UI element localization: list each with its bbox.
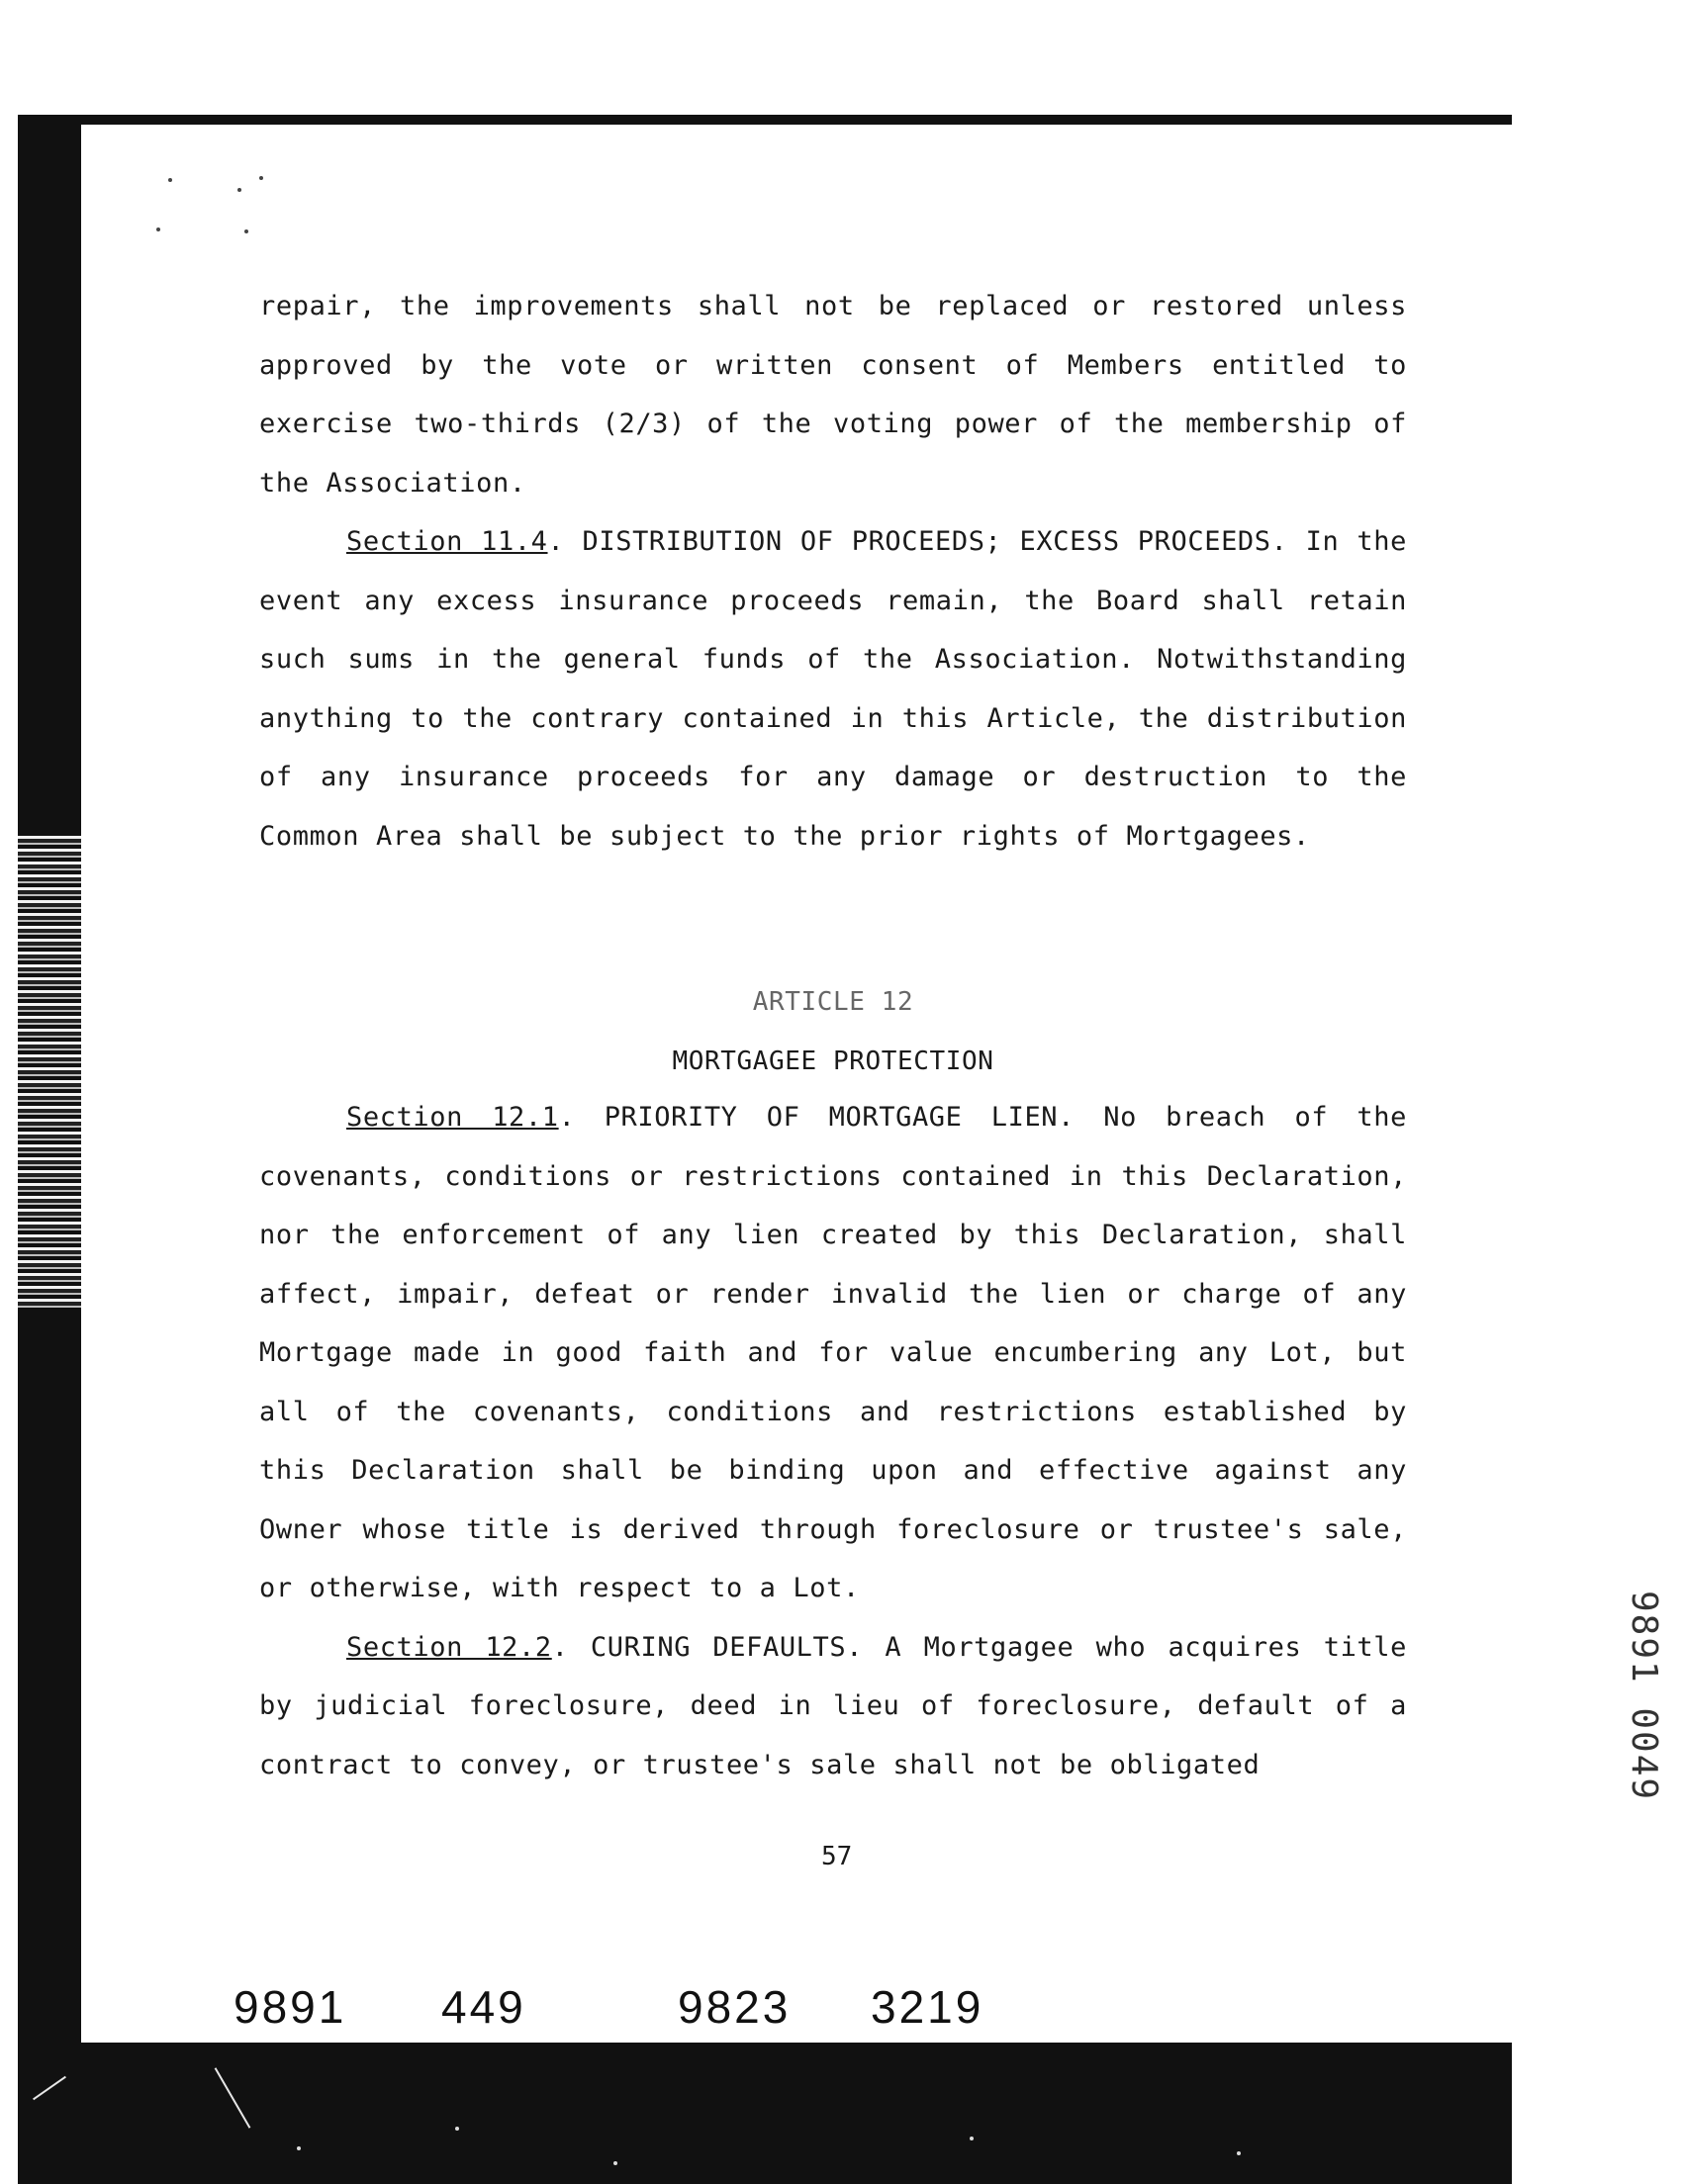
- paragraph-section-11-4: [259, 512, 1407, 865]
- paragraph-section-12-2: [259, 1618, 1407, 1795]
- article-number: ARTICLE 12: [752, 987, 914, 1017]
- scan-speck: [455, 2127, 459, 2131]
- document-body-article-12: [259, 1088, 1407, 1794]
- recording-stamp-1: 9891: [234, 1981, 347, 2033]
- paragraph-repair: repair, the improvements shall not be replaced or restored unless approved by the vote or written consent of Members entitled to exercise two-thirds (2/3) of the voting power of the membership of the Association.: [259, 291, 1407, 499]
- section-11-4-heading: Section 11.4: [346, 526, 548, 557]
- document-body: [259, 277, 1407, 865]
- scan-speck: [259, 176, 263, 180]
- section-11-4-text: . DISTRIBUTION OF PROCEEDS; EXCESS PROCEEDS. In the event any excess insurance proceeds remain, the Board shall retain such sums in the general funds of the Association. Notwithstanding anything to the contrary contained in this Article, the distribution of any insurance proceeds for any damage or destruction to the Common Area shall be subject to the prior rights of Mortgagees.: [259, 526, 1408, 852]
- section-12-2-text: . CURING DEFAULTS. A Mortgagee who acquires title by judicial foreclosure, deed in lieu of foreclosure, default of a contract to convey, or trustee's sale shall not be obligated: [259, 1631, 1407, 1780]
- section-12-2-heading: Section 12.2: [346, 1631, 552, 1663]
- recording-stamp-4: 3219: [871, 1981, 984, 2033]
- scan-border-top: [18, 115, 1512, 125]
- article-title: MORTGAGEE PROTECTION: [672, 1046, 994, 1076]
- scan-speck: [244, 229, 248, 233]
- recording-stamp-3: 9823: [678, 1981, 792, 2033]
- scan-speck: [297, 2146, 301, 2150]
- scan-speck: [168, 178, 172, 182]
- scan-noise-strip: [18, 836, 81, 1311]
- scan-speck: [970, 2137, 974, 2140]
- scan-speck: [237, 188, 241, 192]
- paragraph-section-12-1: [259, 1088, 1407, 1618]
- scan-speck: [1237, 2151, 1241, 2155]
- section-12-1-text: . PRIORITY OF MORTGAGE LIEN. No breach of the covenants, conditions or restrictions contained in this Declaration, nor the enforcement of any lien created by this Declaration, shall affect, impair, defeat or render invalid the lien or charge of any Mortgage made in good faith and for value encumbering any Lot, but all of the covenants, conditions and restrictions established by this Declaration shall be binding upon and effective against any Owner whose title is derived through foreclosure or trustee's sale, or otherwise, with respect to a Lot.: [259, 1102, 1407, 1603]
- side-recording-stamp: 9891 0049: [1624, 1591, 1664, 1802]
- page-number: 57: [821, 1842, 853, 1871]
- scan-speck: [613, 2161, 617, 2165]
- recording-stamp-2: 449: [441, 1981, 526, 2033]
- section-12-1-heading: Section 12.1: [346, 1102, 559, 1133]
- scan-speck: [156, 228, 160, 231]
